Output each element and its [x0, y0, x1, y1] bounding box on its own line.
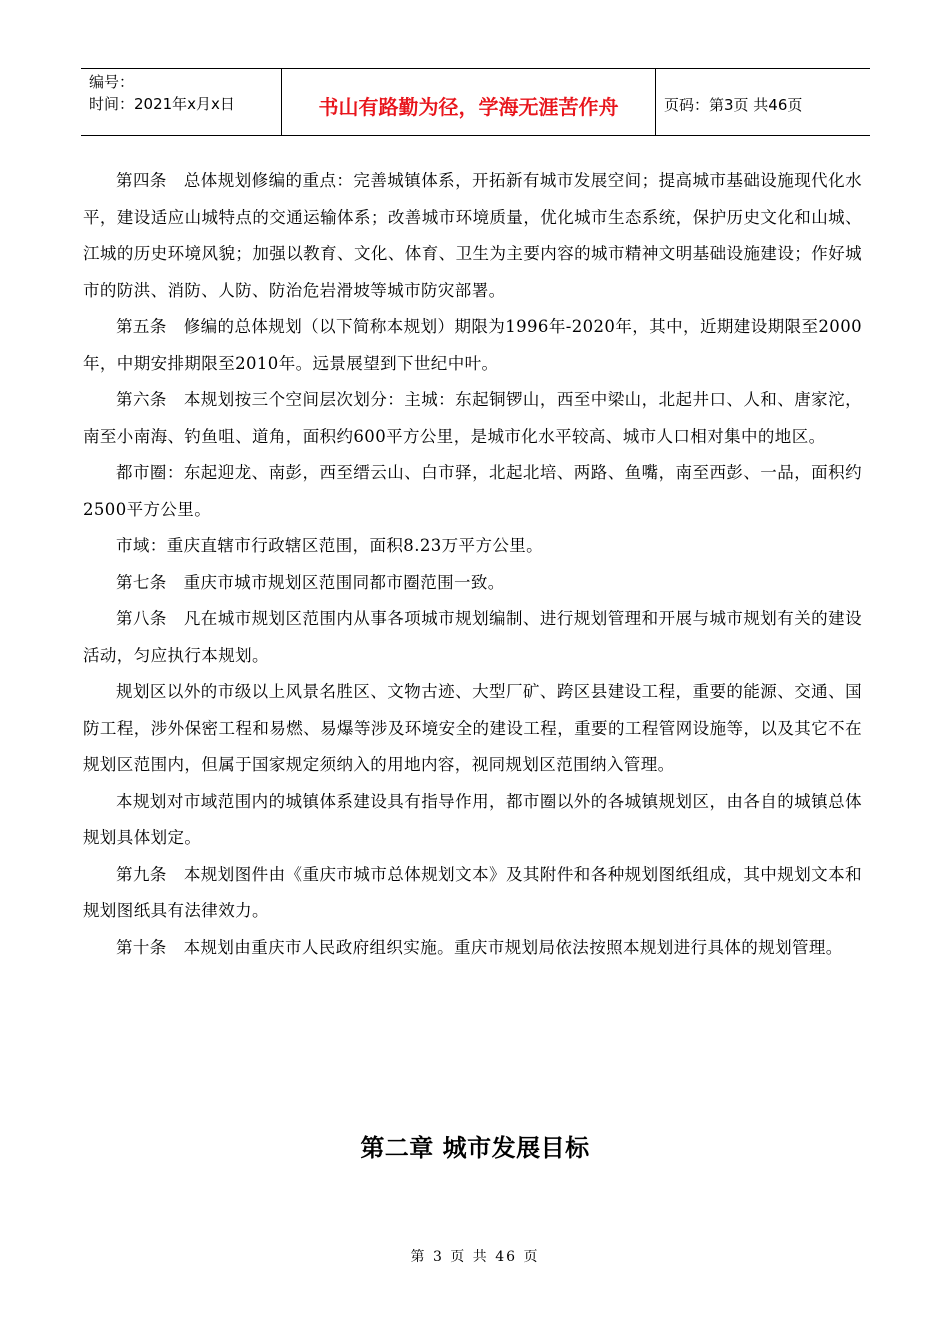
paragraph-article-9: 第九条 本规划图件由《重庆市城市总体规划文本》及其附件和各种规划图纸组成，其中规划文本和规划图纸具有法律效力。: [83, 864, 862, 920]
paragraph-article-6: 第六条 本规划按三个空间层次划分：主城：东起铜锣山，西至中梁山，北起井口、人和、唐家沱，南至小南海、钓鱼咀、道角，面积约600平方公里，是城市化水平较高、城市人口相对集中的地区。: [83, 390, 862, 446]
header-meta: [81, 69, 281, 135]
page-footer: 第 3 页 共 46 页: [410, 1249, 540, 1265]
chapter-heading: 第二章 城市发展目标: [360, 1134, 590, 1162]
paragraph-article-5: 第五条 修编的总体规划（以下简称本规划）期限为1996年-2020年，其中，近期建设期限至2000年，中期安排期限至2010年。远景展望到下世纪中叶。: [83, 317, 862, 373]
header-motto: 书山有路勤为径，学海无涯苦作舟: [281, 69, 656, 135]
paragraph-municipal-area: 市域：重庆直辖市行政辖区范围，面积8.23万平方公里。: [116, 536, 544, 555]
header-page-info: 页码：第3页 共46页: [664, 95, 803, 114]
paragraph-metro-area: 都市圈：东起迎龙、南彭，西至缙云山、白市驿，北起北培、两路、鱼嘴，南至西彭、一品，面积约2500平方公里。: [83, 463, 862, 519]
doc-time-label: 时间：2021年x月x日: [89, 95, 235, 113]
paragraph-town-system: 本规划对市域范围内的城镇体系建设具有指导作用，都市圈以外的各城镇规划区，由各自的城镇总体规划具体划定。: [83, 791, 862, 847]
paragraph-article-8: 第八条 凡在城市规划区范围内从事各项城市规划编制、进行规划管理和开展与城市规划有关的建设活动，匀应执行本规划。: [83, 609, 862, 665]
doc-number-label: 编号：: [89, 73, 135, 91]
page-header: [81, 68, 870, 136]
paragraph-outside-planning-area: 规划区以外的市级以上风景名胜区、文物古迹、大型厂矿、跨区县建设工程，重要的能源、交通、国防工程，涉外保密工程和易燃、易爆等涉及环境安全的建设工程，重要的工程管网设施等，以及其它不在规划区范围内，但属于国家规定须纳入的用地内容，视同规划区范围纳入管理。: [83, 682, 862, 774]
paragraph-article-10: 第十条 本规划由重庆市人民政府组织实施。重庆市规划局依法按照本规划进行具体的规划管理。: [116, 937, 843, 957]
document-body: [83, 163, 862, 966]
paragraph-article-4: 第四条 总体规划修编的重点：完善城镇体系，开拓新有城市发展空间；提高城市基础设施现代化水平，建设适应山城特点的交通运输体系；改善城市环境质量，优化城市生态系统，保护历史文化和山城、江城的历史环境风貌；加强以教育、文化、体育、卫生为主要内容的城市精神文明基础设施建设；作好城市的防洪、消防、人防、防治危岩滑坡等城市防灾部署。: [83, 171, 862, 300]
paragraph-article-7: 第七条 重庆市城市规划区范围同都市圈范围一致。: [116, 572, 505, 592]
